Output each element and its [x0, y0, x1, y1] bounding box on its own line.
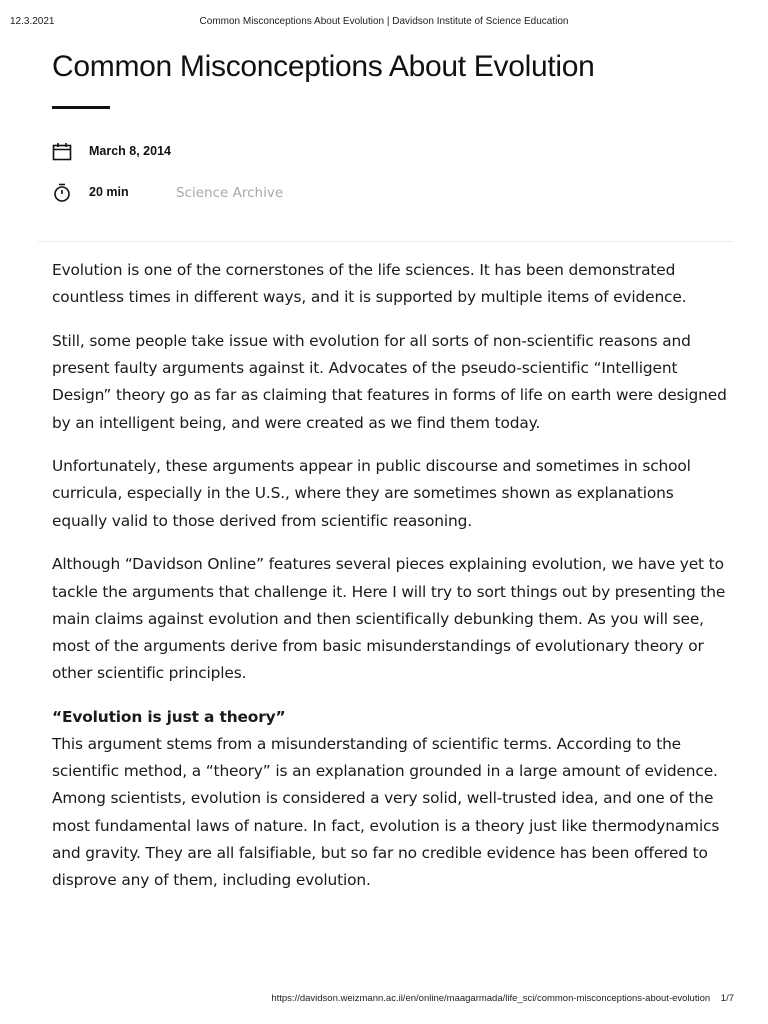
article-date: March 8, 2014	[89, 144, 171, 158]
read-time: 20 min	[89, 185, 129, 199]
article-title: Common Misconceptions About Evolution	[52, 50, 595, 83]
article-paragraph: Evolution is one of the cornerstones of the life sciences. It has been demonstrated countless times in different ways, and it is supported by multiple items of evidence.	[52, 261, 687, 307]
article-date-row	[52, 142, 171, 162]
title-underline	[52, 106, 110, 109]
page-url: https://davidson.weizmann.ac.il/en/online/maagarmada/life_sci/common-misconceptions-about-evolution	[271, 993, 711, 1004]
print-date: 12.3.2021	[10, 16, 55, 27]
print-header	[0, 16, 768, 30]
article-paragraph: Although “Davidson Online” features several pieces explaining evolution, we have yet to tackle the arguments that challenge it. Here I will try to sort things out by presenting the main claims against evolution and then scientifically debunking them. As you will see, most of the arguments derive from basic misunderstandings of evolutionary theory or other scientific principles.	[52, 555, 726, 683]
page-number: 1/7	[720, 993, 734, 1004]
category-link[interactable]: Science Archive	[176, 185, 284, 201]
article-paragraph: Unfortunately, these arguments appear in public discourse and sometimes in school curricula, especially in the U.S., where they are sometimes shown as explanations equally valid to those derived from scientific reasoning.	[52, 457, 691, 530]
article-paragraph: Still, some people take issue with evolution for all sorts of non-scientific reasons and present faulty arguments against it. Advocates of the pseudo-scientific “Intelligent Design” theory go as far as claiming that features in forms of life on earth were designed by an intelligent being, and were created as we find them today.	[52, 331, 727, 432]
section-text: This argument stems from a misunderstanding of scientific terms. According to the scientific method, a “theory” is an explanation grounded in a large amount of evidence. Among scientists, evolution is considered a very solid, well-trusted idea, and one of the most fundamental laws of nature. In fact, evolution is a theory just like thermodynamics and gravity. They are all falsifiable, but so far no credible evidence has been offered to disprove any of them, including evolution.	[52, 735, 720, 890]
section-heading: “Evolution is just a theory”	[52, 707, 286, 726]
read-time-row	[52, 183, 284, 203]
article-body	[52, 257, 732, 911]
print-doc-title: Common Misconceptions About Evolution | Davidson Institute of Science Education	[199, 16, 569, 27]
meta-divider	[38, 241, 734, 242]
article-section	[52, 704, 732, 894]
stopwatch-icon	[52, 183, 72, 203]
print-footer	[271, 993, 734, 1004]
calendar-icon	[52, 142, 72, 162]
